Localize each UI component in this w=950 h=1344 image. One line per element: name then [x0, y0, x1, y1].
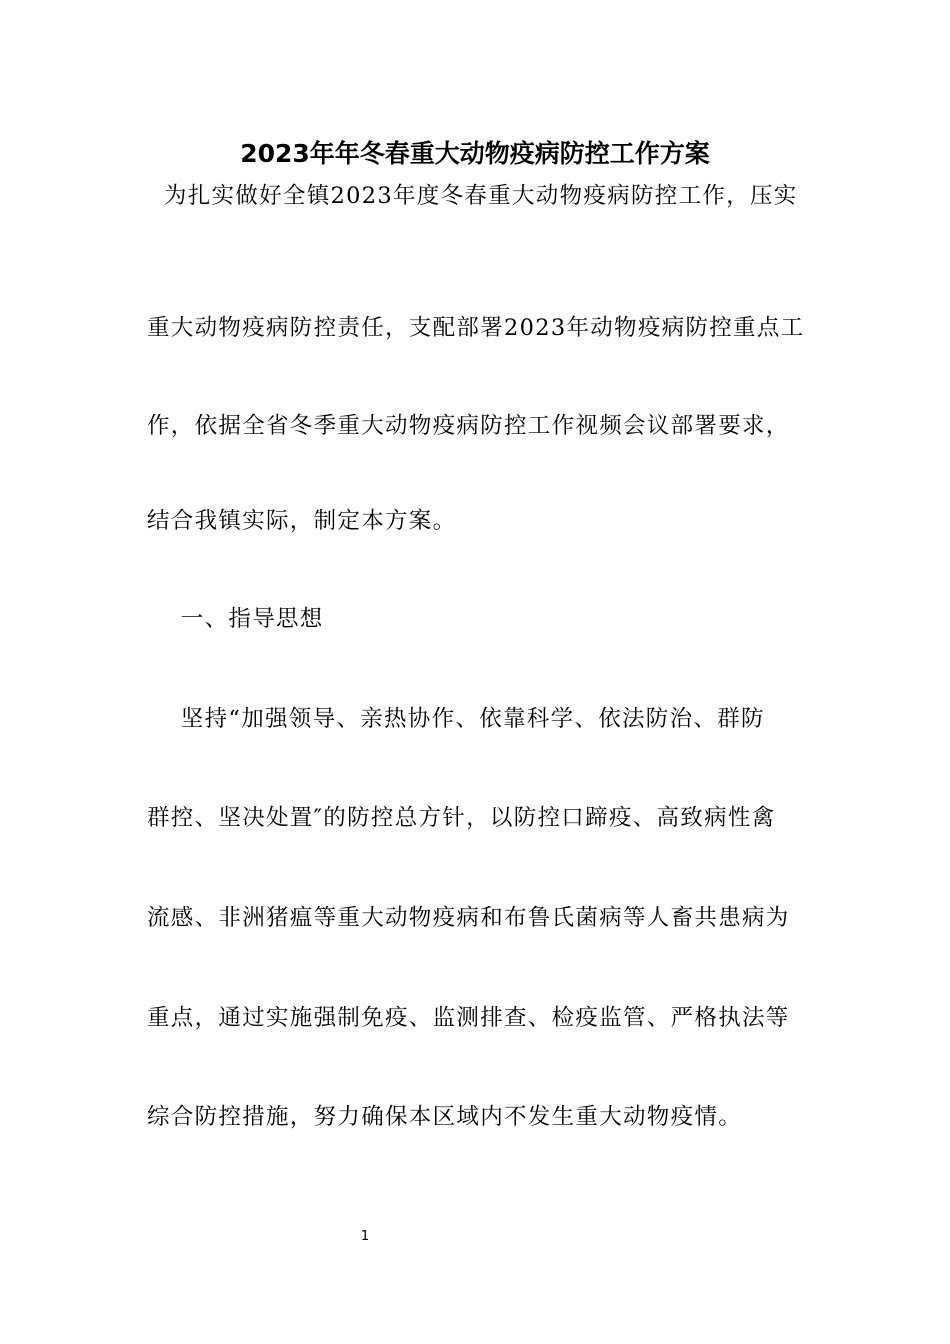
guideline-line-1: 坚持“加强领导、亲热协作、依靠科学、依法防治、群防 [147, 706, 765, 732]
page-number: 1 [360, 1229, 370, 1244]
guideline-line-4: 重点，通过实施强制免疫、监测排查、检疫监管、严格执法等 [147, 1005, 790, 1031]
intro-line-2: 重大动物疫病防控责任，支配部署2023年动物疫病防控重点工 [147, 315, 805, 341]
document-title: 2023年年冬春重大动物疫病防控工作方案 [240, 139, 710, 168]
section-heading: 一、指导思想 [147, 606, 324, 632]
guideline-line-5: 综合防控措施，努力确保本区域内不发生重大动物疫情。 [147, 1104, 743, 1130]
intro-line-1: 为扎实做好全镇2023年度冬春重大动物疫病防控工作，压实 [147, 183, 798, 209]
guideline-line-2: 群控、坚决处置″的防控总方针，以防控口蹄疫、高致病性禽 [147, 805, 776, 831]
guideline-line-3: 流感、非洲猪瘟等重大动物疫病和布鲁氏菌病等人畜共患病为 [147, 905, 790, 931]
intro-line-4: 结合我镇实际，制定本方案。 [147, 508, 457, 534]
intro-line-3: 作，依据全省冬季重大动物疫病防控工作视频会议部署要求， [147, 413, 790, 439]
